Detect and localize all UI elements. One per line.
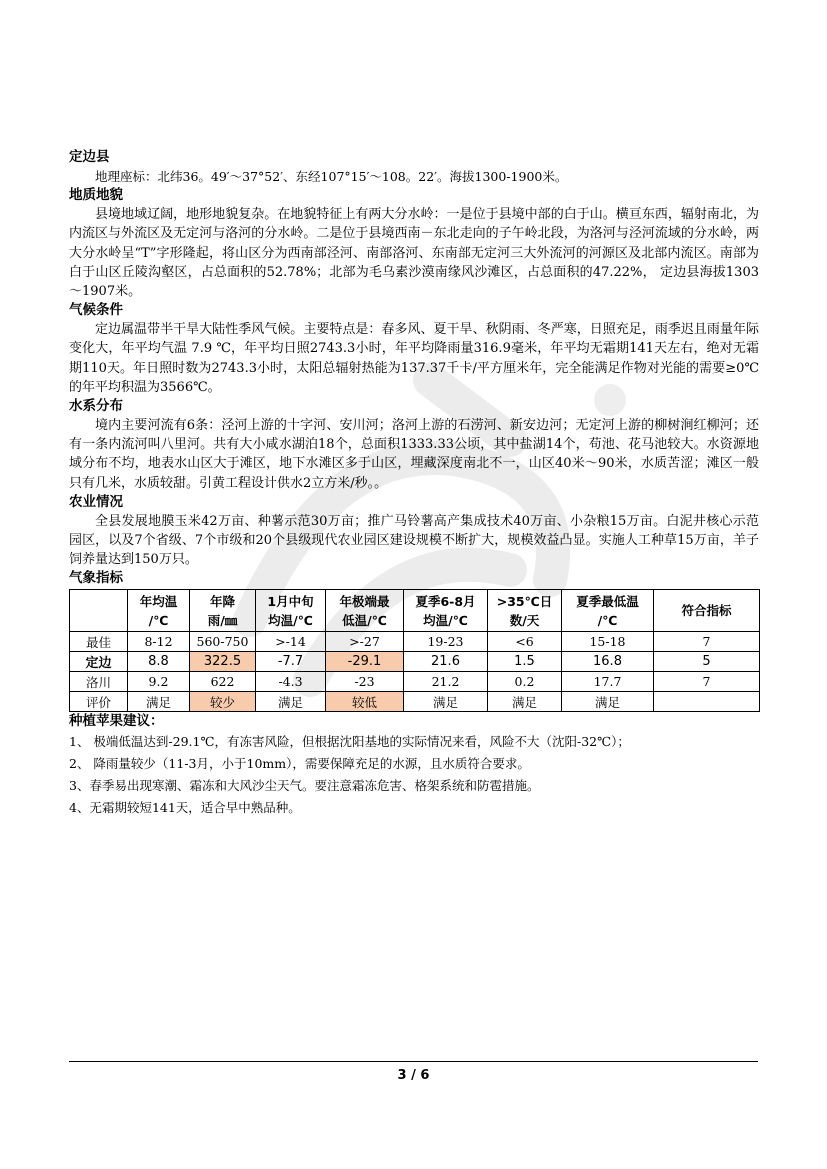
table-cell: 满足 [562, 692, 654, 712]
table-cell: -4.3 [256, 672, 326, 692]
page-number: 3 / 6 [397, 1068, 430, 1083]
section-title-water: 水系分布 [69, 398, 123, 415]
table-header-cell: 夏季最低温 /℃ [562, 590, 654, 632]
table-cell: 满足 [488, 692, 562, 712]
section-title-advice: 种植苹果建议： [69, 713, 164, 730]
section-title-climate: 气候条件 [69, 302, 123, 319]
table-cell: 7 [654, 672, 760, 692]
table-cell-highlighted: -29.1 [326, 652, 404, 672]
table-header-cell: 年极端最 低温/℃ [326, 590, 404, 632]
table-cell: <6 [488, 632, 562, 652]
table-header-cell: 1月中旬 均温/℃ [256, 590, 326, 632]
list-item: 1、 极端低温达到-29.1℃，有冻害风险，但根据沈阳基地的实际情况来看，风险不大（沈阳-32℃）； [69, 734, 630, 750]
table-header-cell: 符合指标 [654, 590, 760, 632]
meteo-indicator-table [69, 589, 760, 712]
table-cell: -7.7 [256, 652, 326, 672]
table-cell: 5 [654, 652, 760, 672]
section-title-meteo: 气象指标 [69, 570, 123, 587]
table-cell: 8.8 [128, 652, 190, 672]
climate-paragraph: 定边属温带半干旱大陆性季风气候。主要特点是：春多风、夏干旱、秋阴雨、冬严寒，日照充足，雨季迟且雨量年际变化大，年平均气温 7.9 ℃，年平均日照2743.3小时，年平均降雨量316.9毫米，年平均无霜期141天左右，绝对无霜期110天。年日照时数为2743.3小时，太阳总辐射热能为137.37千卡/平方厘米年，完全能满足作物对光能的需要≥0℃的年平均积温为3566℃。 [69, 322, 759, 395]
agriculture-paragraph: 全县发展地膜玉米42万亩、种薯示范30万亩；推广马铃薯高产集成技术40万亩、小杂粮15万亩。白泥井核心示范园区，以及7个省级、7个市级和20个县级现代农业园区建设规模不断扩大，规模效益凸显。实施人工种草15万亩，羊子饲养量达到150万只。 [69, 513, 759, 568]
table-cell: 21.6 [404, 652, 488, 672]
table-cell: 622 [190, 672, 256, 692]
table-cell: 洛川 [70, 672, 128, 692]
list-item: 3、春季易出现寒潮、霜冻和大风沙尘天气。要注意霜冻危害、格架系统和防雹措施。 [69, 778, 540, 794]
landform-paragraph: 县境地域辽阔，地形地貌复杂。在地貌特征上有两大分水岭：一是位于县境中部的白于山。横亘东西，辐射南北，为内流区与外流区及无定河与洛河的分水岭。二是位于县境西南－东北走向的子午岭北段，为洛河与泾河流域的分水岭，两大分水岭呈“T”字形隆起，将山区分为西南部泾河、南部洛河、东南部无定河三大外流河的河源区及北部内流区。南部为白于山区丘陵沟壑区，占总面积的52.78%；北部为毛乌素沙漠南缘风沙滩区，占总面积的47.22%， 定边县海拔1303～1907米。 [69, 207, 759, 300]
table-header-row [70, 590, 760, 632]
table-cell: >-27 [326, 632, 404, 652]
table-cell: 560-750 [190, 632, 256, 652]
table-cell: >-14 [256, 632, 326, 652]
document-page [69, 148, 759, 819]
table-cell: 21.2 [404, 672, 488, 692]
table-cell: 满足 [256, 692, 326, 712]
list-item: 4、无霜期较短141天，适合早中熟品种。 [69, 800, 301, 816]
table-cell: 定边 [70, 652, 128, 672]
table-cell: 满足 [128, 692, 190, 712]
table-header-cell: 年降 雨/㎜ [190, 590, 256, 632]
table-cell: 0.2 [488, 672, 562, 692]
table-cell: 8-12 [128, 632, 190, 652]
section-title-county: 定边县 [69, 149, 110, 165]
table-cell: 15-18 [562, 632, 654, 652]
table-cell: 7 [654, 632, 760, 652]
section-title-landform: 地质地貌 [69, 187, 123, 204]
table-cell: 9.2 [128, 672, 190, 692]
table-cell: -23 [326, 672, 404, 692]
table-cell-highlighted: 较少 [190, 692, 256, 712]
county-coordinates: 地理座标：北纬36。49′～37°52′、东经107°15′～108。22′。海拔1300-1900米。 [95, 169, 568, 184]
advice-list [69, 731, 759, 819]
table-header-cell [70, 590, 128, 632]
footer-divider [69, 1061, 758, 1062]
table-cell: 16.8 [562, 652, 654, 672]
table-cell-highlighted: 较低 [326, 692, 404, 712]
table-row [70, 632, 760, 652]
table-cell-highlighted: 322.5 [190, 652, 256, 672]
table-cell: 最佳 [70, 632, 128, 652]
table-row [70, 672, 760, 692]
table-row [70, 652, 760, 672]
table-cell: 满足 [404, 692, 488, 712]
table-cell: 17.7 [562, 672, 654, 692]
table-header-cell: 年均温 /℃ [128, 590, 190, 632]
table-row [70, 692, 760, 712]
section-title-agriculture: 农业情况 [69, 493, 123, 510]
table-cell: 19-23 [404, 632, 488, 652]
table-header-cell: 夏季6-8月 均温/℃ [404, 590, 488, 632]
table-cell [654, 692, 760, 712]
table-header-cell: >35℃日 数/天 [488, 590, 562, 632]
table-cell: 评价 [70, 692, 128, 712]
list-item: 2、 降雨量较少（11-3月，小于10mm），需要保障充足的水源，且水质符合要求。 [69, 756, 530, 772]
water-paragraph: 境内主要河流有6条：泾河上游的十字河、安川河；洛河上游的石涝河、新安边河；无定河上游的柳树涧红柳河；还有一条内流河叫八里河。共有大小咸水湖泊18个，总面积1333.33公顷，其中盐湖14个，苟池、花马池较大。水资源地域分布不均，地表水山区大于滩区，地下水滩区多于山区，埋藏深度南北不一，山区40米～90米，水质苦涩；滩区一般只有几米，水质较甜。引黄工程设计供水2立方米/秒。。 [69, 418, 759, 491]
table-cell: 1.5 [488, 652, 562, 672]
